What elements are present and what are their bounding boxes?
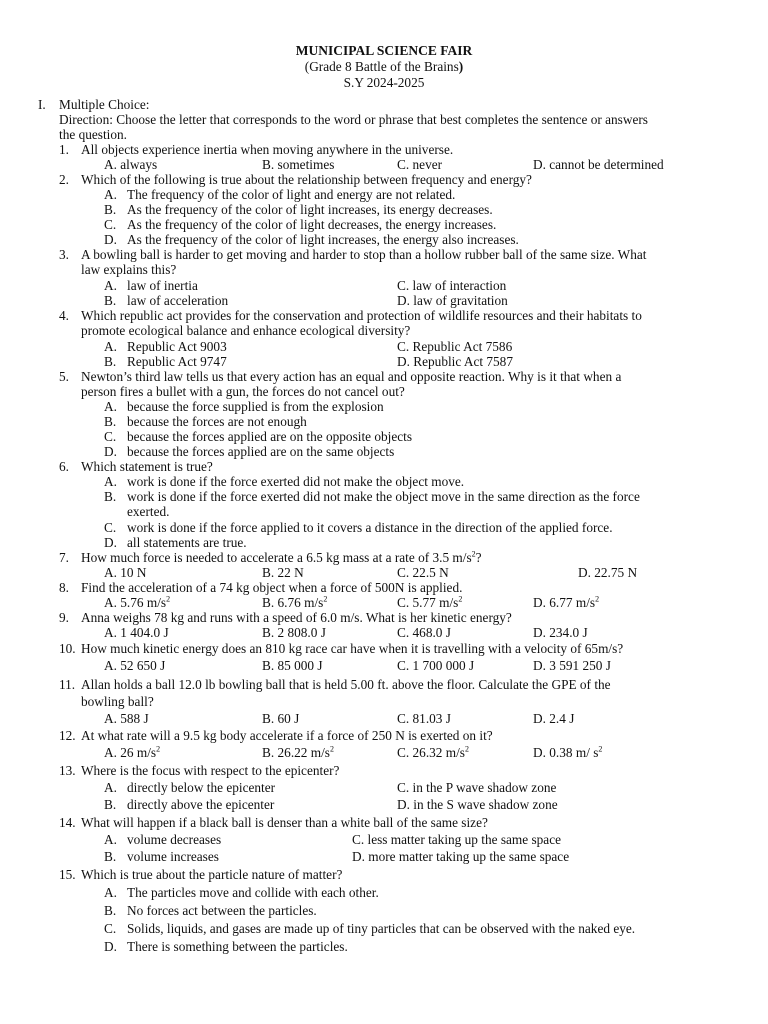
question-13-option-a: directly below the epicenter	[127, 780, 276, 795]
question-14-text: What will happen if a black ball is denser than a white ball of the same size?	[81, 815, 488, 830]
question-6-option-b-line-1: work is done if the force exerted did not make the object move in the same direction as the force	[127, 489, 640, 504]
question-10-option-c: C. 1 700 000 J	[397, 658, 475, 673]
option-letter: D.	[104, 535, 117, 550]
question-9-option-c: C. 468.0 J	[397, 625, 451, 640]
question-15-option-a: The particles move and collide with each other.	[127, 885, 379, 900]
question-13-option-b: directly above the epicenter	[127, 797, 275, 812]
question-7-text-main: How much force is needed to accelerate a 6.5 kg mass at a rate of 3.5 m/s	[81, 550, 472, 565]
option-letter: A.	[104, 885, 117, 900]
question-9-text: Anna weighs 78 kg and runs with a speed of 6.0 m/s. What is her kinetic energy?	[81, 610, 512, 625]
option-letter: A.	[104, 474, 117, 489]
question-14-option-d: D. more matter taking up the same space	[352, 849, 570, 864]
question-2-option-c: As the frequency of the color of light decreases, the energy increases.	[127, 217, 497, 232]
question-11-option-c: C. 81.03 J	[397, 711, 451, 726]
question-10-option-a: A. 52 650 J	[104, 658, 166, 673]
option-text: A. 26 m/s	[104, 745, 157, 760]
question-15-text: Which is true about the particle nature of matter?	[81, 867, 343, 882]
superscript: 2	[458, 594, 463, 604]
option-letter: C.	[104, 520, 117, 535]
question-6-option-c: work is done if the force applied to it covers a distance in the direction of the applied force.	[127, 520, 613, 535]
question-12-option-d	[533, 745, 602, 760]
option-letter: B.	[104, 489, 117, 504]
question-number: 12.	[59, 728, 76, 743]
question-8-option-d	[533, 595, 599, 610]
option-letter: B.	[104, 797, 117, 812]
question-7-option-b: B. 22 N	[262, 565, 304, 580]
question-13-option-d: D. in the S wave shadow zone	[397, 797, 558, 812]
question-11-text-line-2: bowling ball?	[81, 694, 154, 709]
question-15-option-b: No forces act between the particles.	[127, 903, 317, 918]
option-text: D. 0.38 m/ s	[533, 745, 599, 760]
question-9-option-d: D. 234.0 J	[533, 625, 588, 640]
question-10-text: How much kinetic energy does an 810 kg race car have when it is travelling with a velocity of 65m/s?	[81, 641, 624, 656]
question-12-option-a	[104, 745, 160, 760]
option-letter: A.	[104, 399, 117, 414]
question-number: 1.	[59, 142, 69, 157]
question-7-text-end: ?	[475, 550, 482, 565]
question-5-option-c: because the forces applied are on the opposite objects	[127, 429, 413, 444]
option-letter: D.	[104, 939, 117, 954]
question-4-text-line-2: promote ecological balance and enhance ecological diversity?	[81, 323, 411, 338]
option-letter: A.	[104, 832, 117, 847]
question-6-option-b-line-2: exerted.	[127, 504, 170, 519]
option-letter: D.	[104, 232, 117, 247]
question-7-option-d: D. 22.75 N	[578, 565, 638, 580]
superscript: 2	[595, 594, 600, 604]
question-5-option-d: because the forces applied are on the same objects	[127, 444, 395, 459]
option-letter: C.	[104, 921, 117, 936]
subtitle-close: )	[458, 59, 464, 74]
question-3-text-line-1: A bowling ball is harder to get moving and harder to stop than a hollow rubber ball of the same size. What	[81, 247, 647, 262]
question-1-option-d: D. cannot be determined	[533, 157, 664, 172]
superscript: 2	[598, 744, 603, 754]
option-letter: B.	[104, 354, 117, 369]
option-text: B. 26.22 m/s	[262, 745, 330, 760]
option-text: D. 6.77 m/s	[533, 595, 596, 610]
question-10-option-d: D. 3 591 250 J	[533, 658, 611, 673]
question-8-option-a	[104, 595, 170, 610]
question-2-option-a: The frequency of the color of light and energy are not related.	[127, 187, 456, 202]
option-text: A. 5.76 m/s	[104, 595, 167, 610]
question-1-option-a: A. always	[104, 157, 158, 172]
question-8-option-c	[397, 595, 462, 610]
section-direction-line-2: the question.	[59, 127, 127, 142]
question-3-text-line-2: law explains this?	[81, 262, 177, 277]
question-5-text-line-2: person fires a bullet with a gun, the forces do not cancel out?	[81, 384, 405, 399]
school-year: S.Y 2024-2025	[343, 75, 425, 90]
question-6-option-a: work is done if the force exerted did not make the object move.	[127, 474, 465, 489]
question-1-option-c: C. never	[397, 157, 443, 172]
superscript: 2	[464, 744, 469, 754]
question-number: 7.	[59, 550, 69, 565]
question-14-option-a: volume decreases	[127, 832, 222, 847]
question-number: 5.	[59, 369, 69, 384]
question-5-option-b: because the forces are not enough	[127, 414, 307, 429]
question-11-text-line-1: Allan holds a ball 12.0 lb bowling ball that is held 5.00 ft. above the floor. Calculate the GPE of the	[81, 677, 611, 692]
question-12-text: At what rate will a 9.5 kg body accelerate if a force of 250 N is exerted on it?	[81, 728, 493, 743]
question-number: 15.	[59, 867, 76, 882]
exam-subtitle	[0, 59, 768, 75]
question-5-option-a: because the force supplied is from the explosion	[127, 399, 384, 414]
section-number: I.	[38, 97, 46, 112]
question-6-option-d: all statements are true.	[127, 535, 247, 550]
question-15-option-c: Solids, liquids, and gases are made up of tiny particles that can be observed with the naked eye.	[127, 921, 636, 936]
section-title: Multiple Choice:	[59, 97, 150, 112]
option-letter: C.	[104, 429, 117, 444]
question-14-option-c: C. less matter taking up the same space	[352, 832, 561, 847]
option-letter: A.	[104, 780, 117, 795]
question-12-option-c	[397, 745, 469, 760]
question-number: 9.	[59, 610, 69, 625]
superscript: 2	[471, 549, 476, 559]
section-direction-line-1: Direction: Choose the letter that corresponds to the word or phrase that best completes the sentence or answers	[59, 112, 648, 127]
option-letter: A.	[104, 187, 117, 202]
question-14-option-b: volume increases	[127, 849, 219, 864]
superscript: 2	[329, 744, 334, 754]
question-1-option-b: B. sometimes	[262, 157, 335, 172]
question-15-option-d: There is something between the particles.	[127, 939, 348, 954]
question-7-text	[81, 550, 482, 565]
superscript: 2	[323, 594, 328, 604]
question-13-option-c: C. in the P wave shadow zone	[397, 780, 557, 795]
question-13-text: Where is the focus with respect to the epicenter?	[81, 763, 340, 778]
question-5-text-line-1: Newton’s third law tells us that every action has an equal and opposite reaction. Why is it that when a	[81, 369, 622, 384]
question-12-option-b	[262, 745, 334, 760]
option-text: B. 6.76 m/s	[262, 595, 324, 610]
question-9-option-a: A. 1 404.0 J	[104, 625, 169, 640]
question-8-text: Find the acceleration of a 74 kg object when a force of 500N is applied.	[81, 580, 463, 595]
question-number: 14.	[59, 815, 76, 830]
question-11-option-b: B. 60 J	[262, 711, 300, 726]
question-4-option-a: Republic Act 9003	[127, 339, 227, 354]
question-number: 2.	[59, 172, 69, 187]
question-3-option-c: C. law of interaction	[397, 278, 507, 293]
question-9-option-b: B. 2 808.0 J	[262, 625, 326, 640]
option-letter: B.	[104, 414, 117, 429]
question-number: 8.	[59, 580, 69, 595]
question-3-option-d: D. law of gravitation	[397, 293, 508, 308]
question-7-option-c: C. 22.5 N	[397, 565, 449, 580]
question-4-option-c: C. Republic Act 7586	[397, 339, 513, 354]
option-text: C. 26.32 m/s	[397, 745, 465, 760]
question-1-text: All objects experience inertia when moving anywhere in the universe.	[81, 142, 454, 157]
option-letter: B.	[104, 903, 117, 918]
exam-title: MUNICIPAL SCIENCE FAIR	[295, 43, 473, 58]
option-letter: D.	[104, 444, 117, 459]
subtitle-text: (Grade 8 Battle of the Brains	[304, 59, 459, 74]
superscript: 2	[166, 594, 171, 604]
option-letter: A.	[104, 339, 117, 354]
question-number: 11.	[59, 677, 76, 692]
question-number: 3.	[59, 247, 69, 262]
question-2-option-d: As the frequency of the color of light increases, the energy also increases.	[127, 232, 519, 247]
question-4-option-d: D. Republic Act 7587	[397, 354, 513, 369]
option-letter: B.	[104, 202, 117, 217]
question-number: 6.	[59, 459, 69, 474]
question-11-option-a: A. 588 J	[104, 711, 149, 726]
option-letter: C.	[104, 217, 117, 232]
question-number: 13.	[59, 763, 76, 778]
question-2-text: Which of the following is true about the relationship between frequency and energy?	[81, 172, 532, 187]
superscript: 2	[156, 744, 161, 754]
option-letter: A.	[104, 278, 117, 293]
option-text: C. 5.77 m/s	[397, 595, 459, 610]
question-7-option-a: A. 10 N	[104, 565, 147, 580]
question-3-option-a: law of inertia	[127, 278, 198, 293]
question-6-text: Which statement is true?	[81, 459, 213, 474]
question-3-option-b: law of acceleration	[127, 293, 229, 308]
question-4-option-b: Republic Act 9747	[127, 354, 227, 369]
question-4-text-line-1: Which republic act provides for the conservation and protection of wildlife resources and their habitats to	[81, 308, 642, 323]
option-letter: B.	[104, 849, 117, 864]
question-number: 10.	[59, 641, 76, 656]
question-8-option-b	[262, 595, 327, 610]
question-11-option-d: D. 2.4 J	[533, 711, 575, 726]
question-10-option-b: B. 85 000 J	[262, 658, 323, 673]
option-letter: B.	[104, 293, 117, 308]
question-2-option-b: As the frequency of the color of light increases, its energy decreases.	[127, 202, 493, 217]
question-number: 4.	[59, 308, 69, 323]
